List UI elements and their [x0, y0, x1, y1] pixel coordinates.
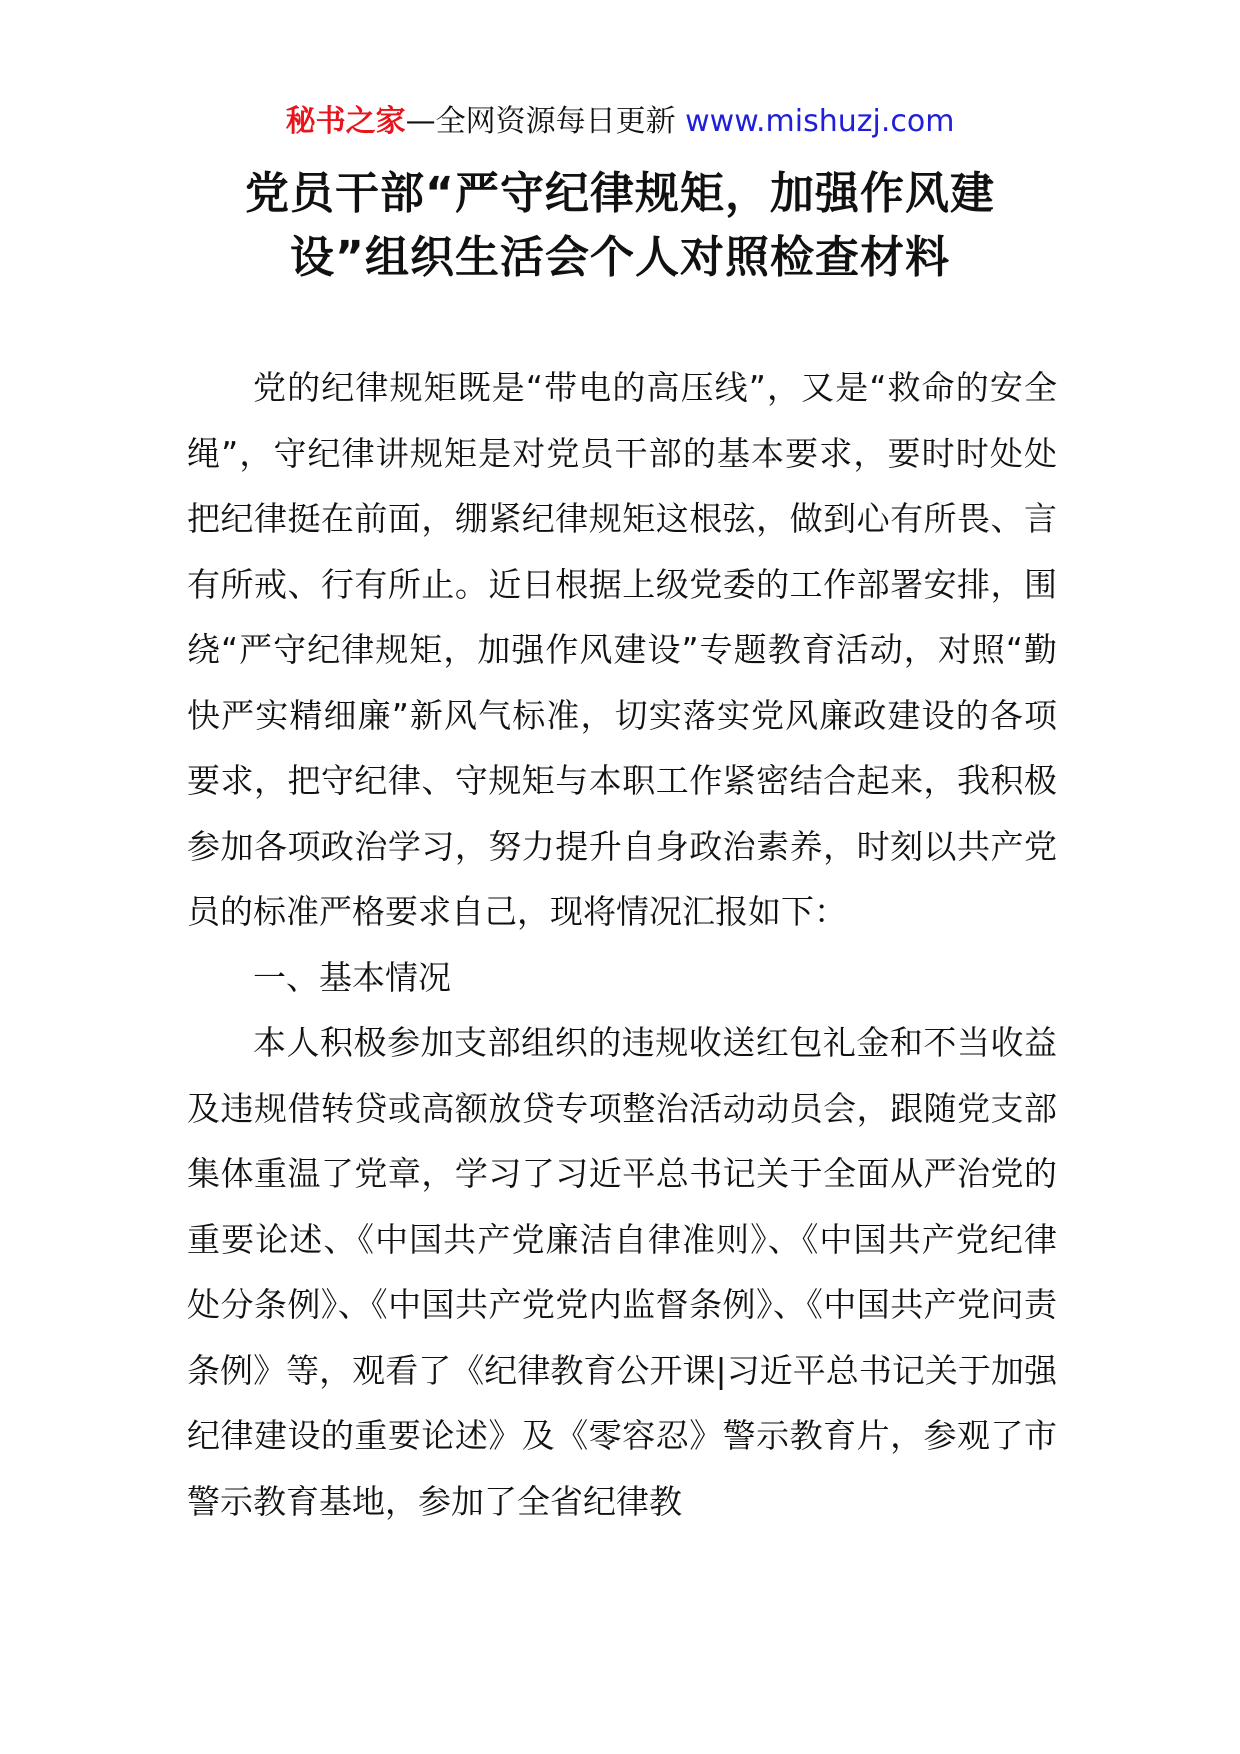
section-paragraph: 本人积极参加支部组织的违规收送红包礼金和不当收益及违规借转贷或高额放贷专项整治活动动员会，跟随党支部集体重温了党章，学习了习近平总书记关于全面从严治党的重要论述、《中国共产党廉洁自律准则》、《中国共产党纪律处分条例》、《中国共产党党内监督条例》、《中国共产党问责条例》等，观看了《纪律教育公开课|习近平总书记关于加强纪律建设的重要论述》及《零容忍》警示教育片，参观了市警示教育基地，参加了全省纪律教 — [187, 1023, 1057, 1521]
banner-brand: 秘书之家 — [285, 104, 406, 139]
document-title — [170, 162, 1070, 290]
site-banner — [0, 100, 1240, 144]
section-heading: 一、基本情况 — [253, 957, 451, 997]
banner-url-link[interactable]: www.mishuzj.com — [685, 104, 955, 139]
banner-tagline: —全网资源每日更新 — [405, 104, 686, 139]
title-line-1: 党员干部“严守纪律规矩，加强作风建 — [245, 168, 995, 219]
intro-paragraph: 党的纪律规矩既是“带电的高压线”，又是“救命的安全绳”，守纪律讲规矩是对党员干部的基本要求，要时时处处把纪律挺在前面，绷紧纪律规矩这根弦，做到心有所畏、言有所戒、行有所止。近日根据上级党委的工作部署安排，围绕“严守纪律规矩，加强作风建设”专题教育活动，对照“勤快严实精细廉”新风气标准，切实落实党风廉政建设的各项要求，把守纪律、守规矩与本职工作紧密结合起来，我积极参加各项政治学习，努力提升自身政治素养，时刻以共产党员的标准严格要求自己，现将情况汇报如下： — [187, 368, 1057, 931]
document-body — [187, 355, 1057, 1534]
title-line-2: 设”组织生活会个人对照检查材料 — [290, 232, 950, 283]
